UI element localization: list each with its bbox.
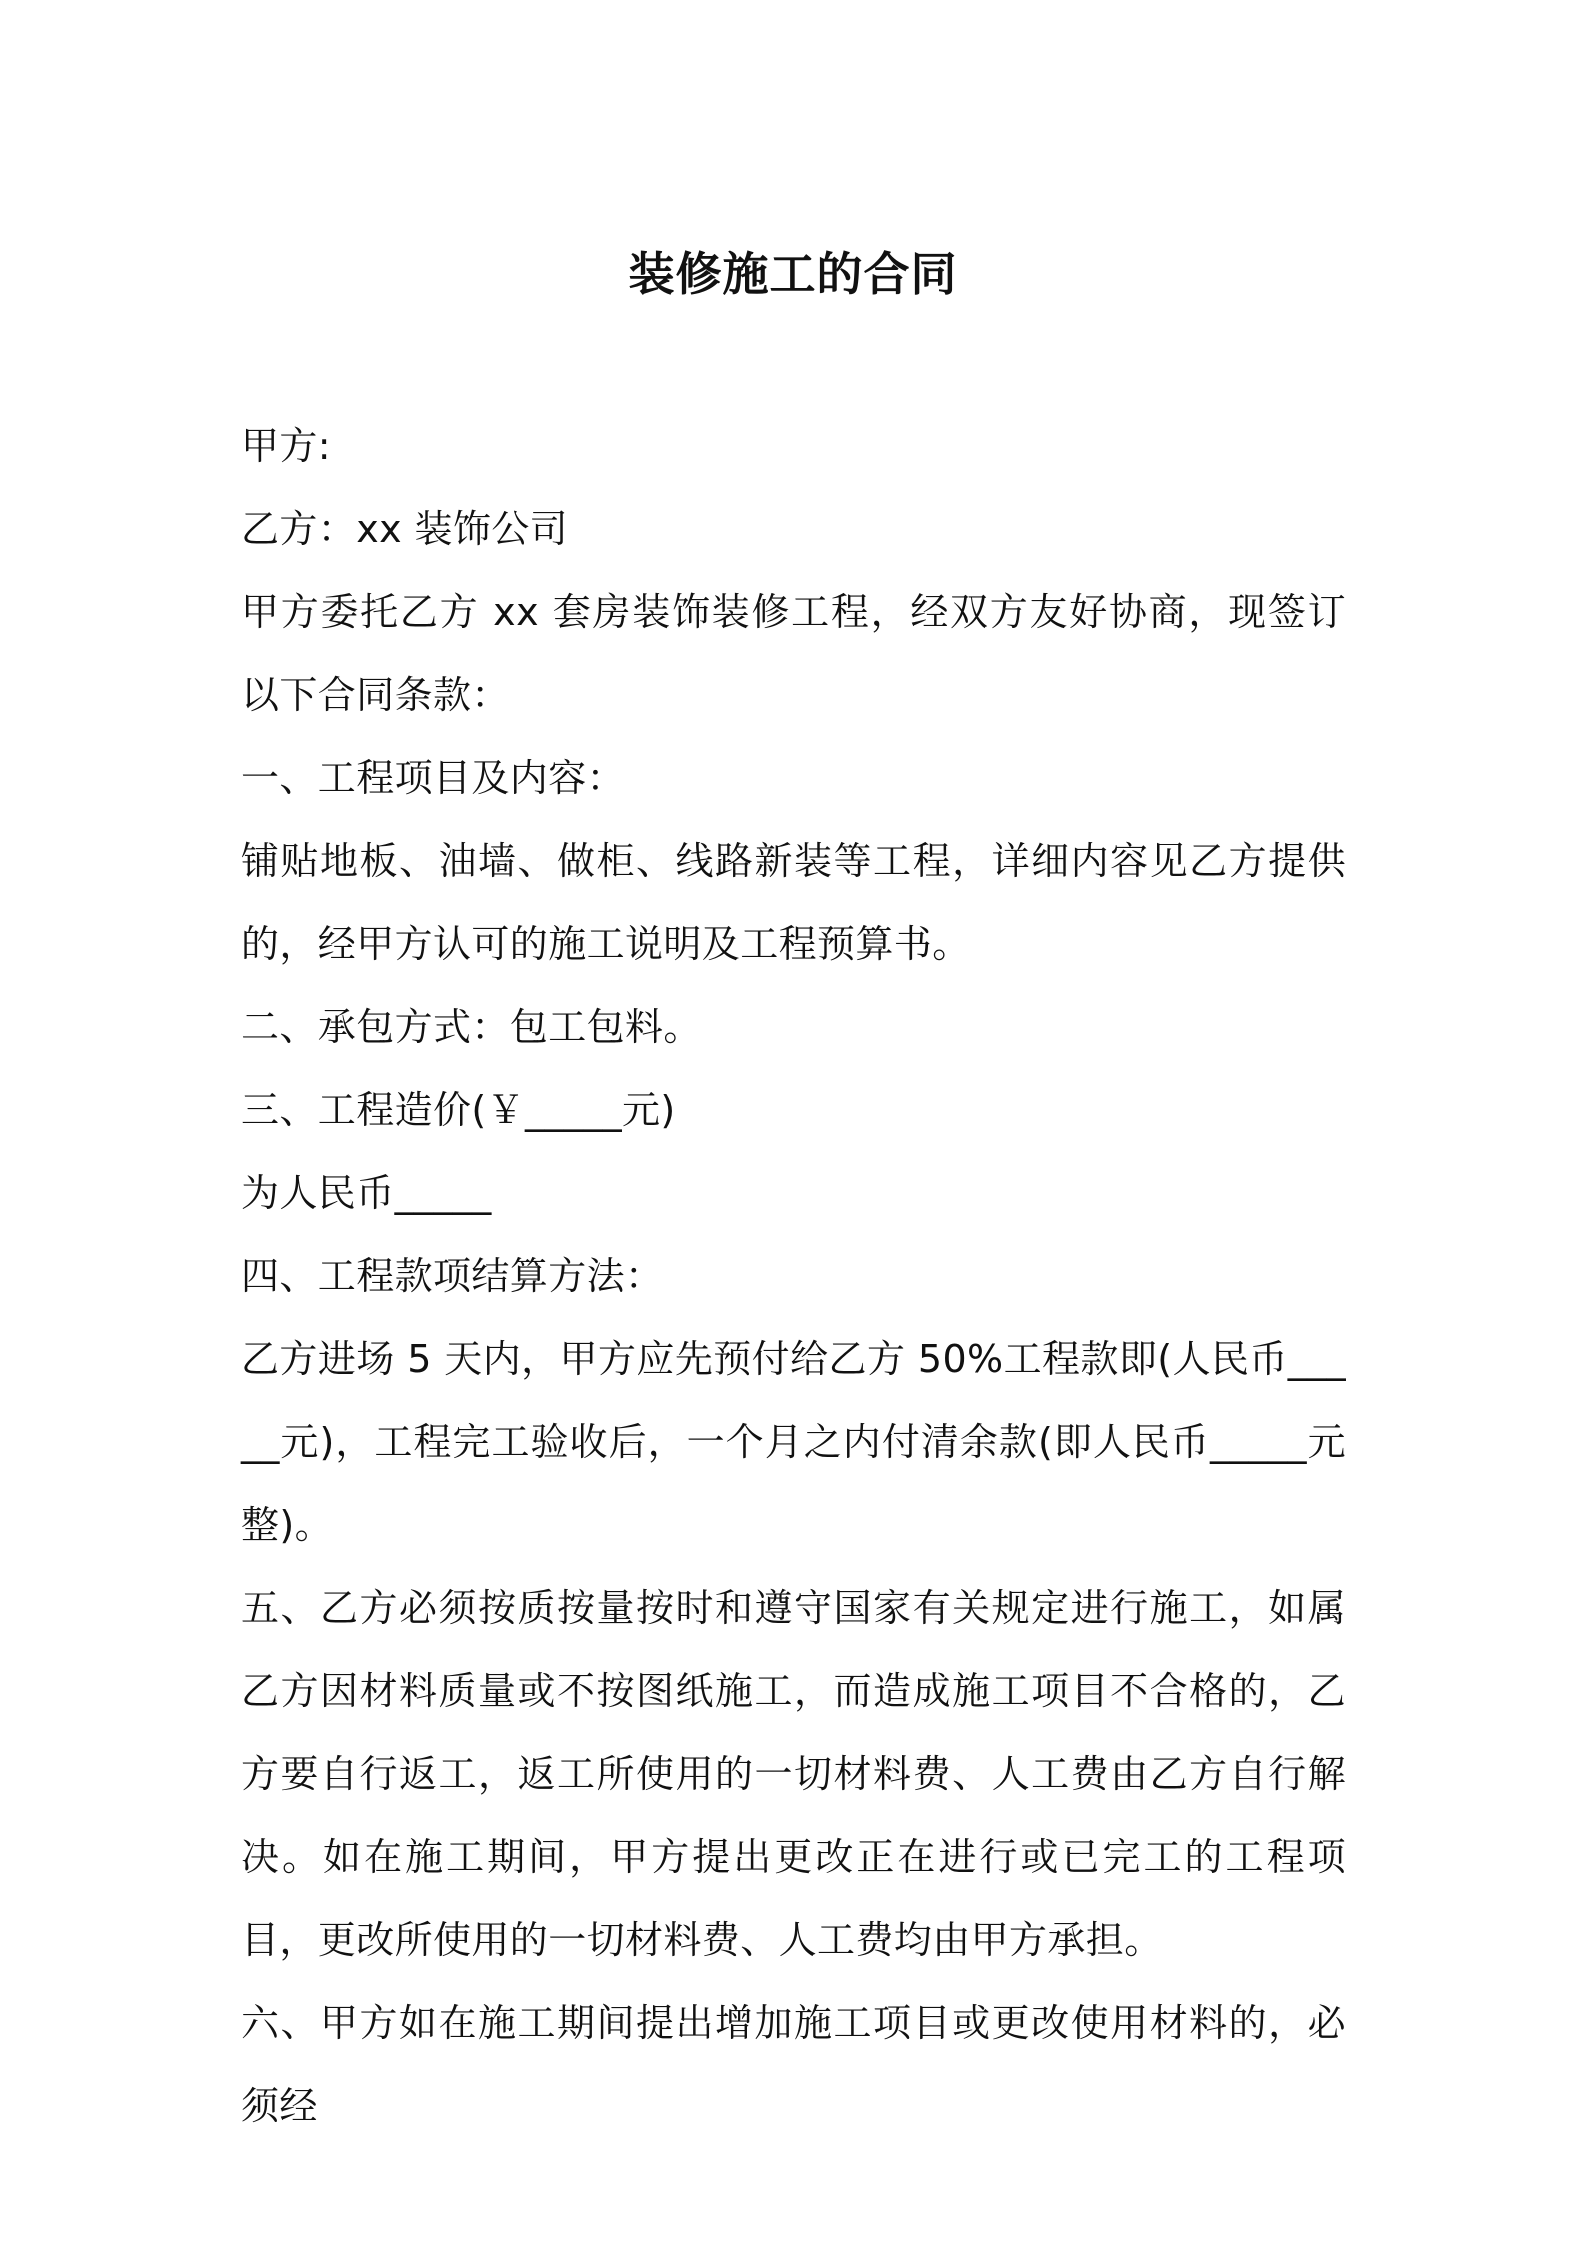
- party-a-line: 甲方:: [241, 424, 332, 468]
- clause-6: 六、甲方如在施工期间提出增加施工项目或更改使用材料的，必须经: [241, 2001, 1346, 2128]
- contract-body: [241, 405, 1346, 2148]
- clause-1-heading: 一、工程项目及内容：: [241, 756, 626, 800]
- clause-4-heading: 四、工程款项结算方法：: [241, 1254, 664, 1298]
- clause-5: 五、乙方必须按质按量按时和遵守国家有关规定进行施工，如属乙方因材料质量或不按图纸施工，而造成施工项目不合格的，乙方要自行返工，返工所使用的一切材料费、人工费由乙方自行解决。如在施工期间，甲方提出更改正在进行或已完工的工程项目，更改所使用的一切材料费、人工费均由甲方承担。: [241, 1586, 1346, 1962]
- clause-3-amount: 为人民币_____: [241, 1171, 492, 1215]
- clause-3: 三、工程造价(￥_____元): [241, 1088, 676, 1132]
- document-title: 装修施工的合同: [628, 246, 958, 301]
- clause-1-content: 铺贴地板、油墙、做柜、线路新装等工程，详细内容见乙方提供的，经甲方认可的施工说明及工程预算书。: [241, 839, 1346, 966]
- clause-2: 二、承包方式：包工包料。: [241, 1005, 702, 1049]
- clause-4-content: 乙方进场 5 天内，甲方应先预付给乙方 50%工程款即(人民币_____元)，工程完工验收后，一个月之内付清余款(即人民币_____元整)。: [241, 1337, 1346, 1547]
- party-b-line: 乙方：xx 装饰公司: [241, 507, 569, 551]
- preamble-paragraph: 甲方委托乙方 xx 套房装饰装修工程，经双方友好协商，现签订以下合同条款：: [241, 590, 1346, 717]
